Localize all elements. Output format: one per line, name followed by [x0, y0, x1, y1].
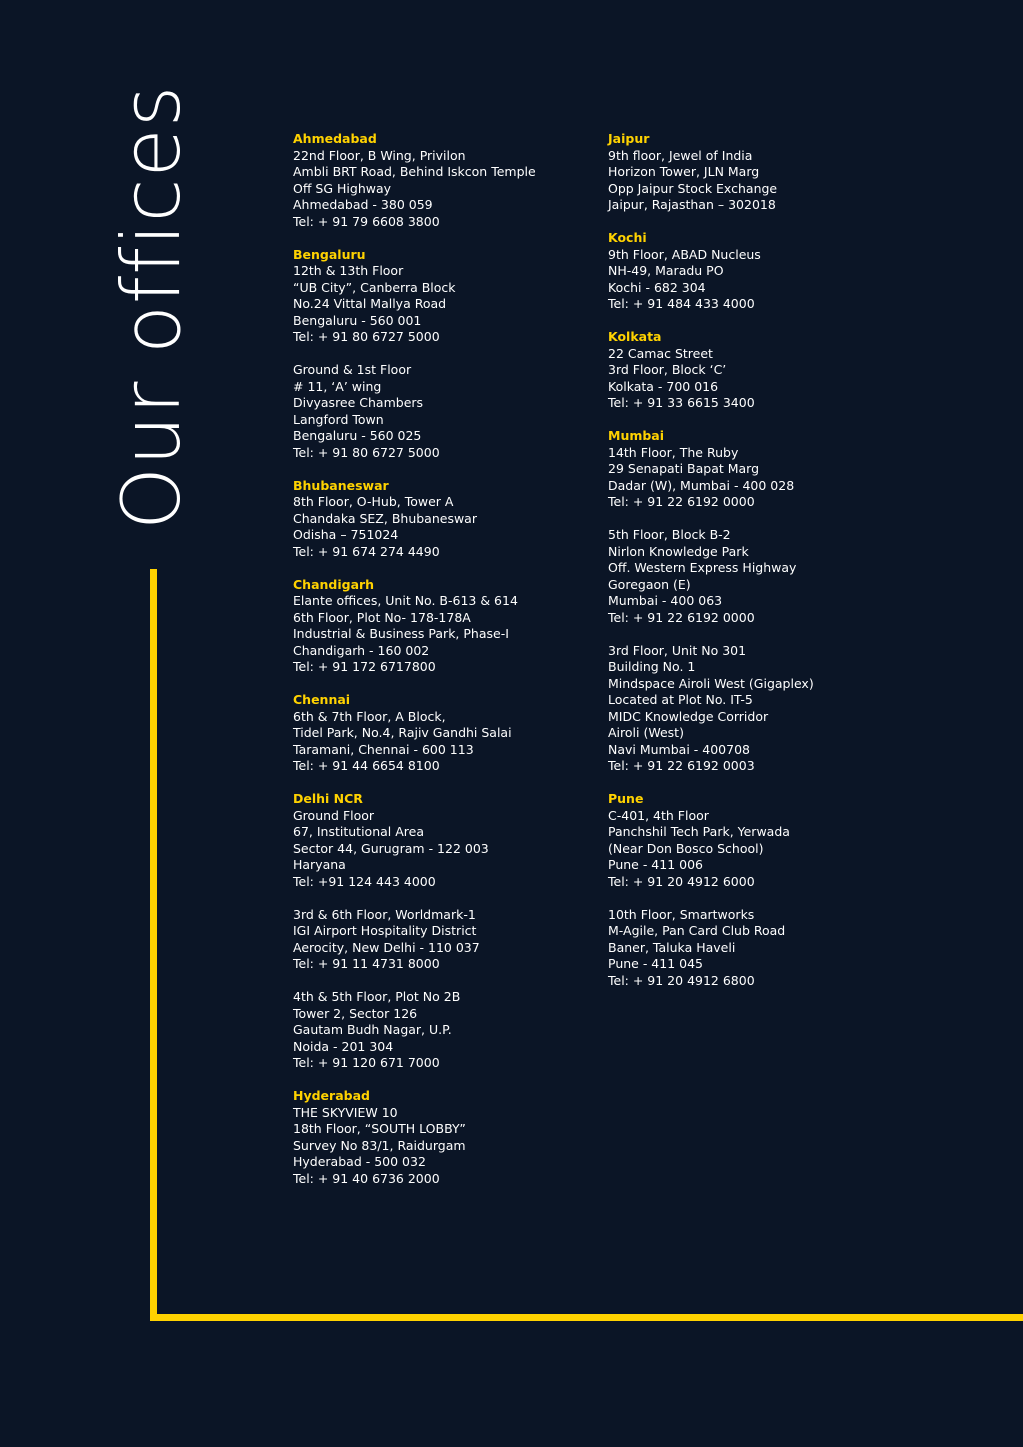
office-city	[293, 247, 603, 462]
address-line: 12th & 13th Floor	[293, 263, 404, 278]
address-line: (Near Don Bosco School)	[608, 840, 764, 856]
address-line: C-401, 4th Floor	[608, 807, 709, 823]
address-line: Navi Mumbai - 400708	[608, 741, 750, 757]
address-line: 8th Floor, O-Hub, Tower A	[293, 494, 454, 509]
city-name: Kochi	[608, 230, 647, 245]
office-address	[608, 643, 918, 775]
address-line: Hyderabad - 500 032	[293, 1154, 426, 1169]
address-line: 3rd Floor, Unit No 301	[608, 642, 747, 658]
address-line: Haryana	[293, 857, 346, 872]
address-line: Nirlon Knowledge Park	[608, 543, 749, 559]
address-line: Tel: + 91 120 671 7000	[293, 1055, 440, 1070]
address-line: Langford Town	[293, 411, 384, 427]
address-line: 10th Floor, Smartworks	[608, 906, 755, 922]
address-line: THE SKYVIEW 10	[293, 1104, 398, 1120]
address-line: Tel: + 91 20 4912 6800	[608, 972, 755, 988]
address-line: Tel: + 91 80 6727 5000	[293, 329, 440, 344]
page-title: Our offices	[105, 84, 198, 530]
office-city	[293, 1088, 603, 1187]
city-name: Delhi NCR	[293, 791, 363, 806]
address-line: Taramani, Chennai - 600 113	[293, 741, 474, 757]
city-name: Chennai	[293, 692, 351, 707]
address-line: Bengaluru - 560 025	[293, 428, 422, 443]
address-line: Off. Western Express Highway	[608, 560, 797, 575]
office-city	[608, 329, 918, 412]
office-address	[608, 445, 918, 511]
office-address	[293, 494, 603, 560]
address-line: Tel: + 91 33 6615 3400	[608, 395, 755, 410]
address-line: 3rd & 6th Floor, Worldmark-1	[293, 906, 476, 922]
city-name: Jaipur	[608, 131, 650, 146]
address-line: Odisha – 751024	[293, 527, 399, 542]
office-address	[608, 148, 918, 214]
address-line: Tel: + 91 674 274 4490	[293, 543, 440, 559]
city-name: Hyderabad	[293, 1088, 370, 1103]
address-line: 29 Senapati Bapat Marg	[608, 461, 760, 476]
address-line: Tel: + 91 20 4912 6000	[608, 873, 755, 889]
address-line: M-Agile, Pan Card Club Road	[608, 923, 786, 938]
address-line: Chandigarh - 160 002	[293, 642, 430, 658]
address-line: Building No. 1	[608, 659, 696, 674]
address-line: “UB City”, Canberra Block	[293, 279, 456, 295]
office-address	[293, 709, 603, 775]
accent-vertical-line	[150, 569, 157, 1321]
address-line: 3rd Floor, Block ‘C’	[608, 362, 727, 377]
address-line: Airoli (West)	[608, 725, 684, 740]
office-city	[293, 577, 603, 676]
address-line: Aerocity, New Delhi - 110 037	[293, 939, 480, 955]
address-line: Industrial & Business Park, Phase-I	[293, 626, 509, 641]
address-line: 22 Camac Street	[608, 345, 713, 361]
address-line: Chandaka SEZ, Bhubaneswar	[293, 510, 477, 526]
address-line: Ground Floor	[293, 807, 375, 823]
address-line: MIDC Knowledge Corridor	[608, 708, 769, 724]
address-line: Elante offices, Unit No. B-613 & 614	[293, 593, 518, 608]
address-line: Off SG Highway	[293, 180, 392, 196]
address-line: Survey No 83/1, Raidurgam	[293, 1137, 466, 1153]
address-line: Tel: + 91 22 6192 0003	[608, 758, 755, 773]
office-city	[293, 692, 603, 775]
office-address	[293, 263, 603, 346]
address-line: Mindspace Airoli West (Gigaplex)	[608, 675, 814, 691]
address-line: 18th Floor, “SOUTH LOBBY”	[293, 1121, 466, 1136]
office-city	[293, 131, 603, 230]
address-line: Tower 2, Sector 126	[293, 1005, 418, 1021]
accent-horizontal-line	[150, 1314, 1023, 1321]
address-line: Tel: + 91 172 6717800	[293, 659, 436, 674]
address-line: Bengaluru - 560 001	[293, 312, 422, 328]
address-line: No.24 Vittal Mallya Road	[293, 296, 447, 311]
address-line: 6th & 7th Floor, A Block,	[293, 708, 446, 724]
city-name: Kolkata	[608, 329, 662, 344]
city-name: Chandigarh	[293, 576, 375, 592]
address-line: NH-49, Maradu PO	[608, 263, 724, 278]
address-line: Tel: + 91 79 6608 3800	[293, 213, 440, 229]
offices-column-left	[293, 131, 603, 1187]
office-city	[608, 230, 918, 313]
address-line: Jaipur, Rajasthan – 302018	[608, 197, 776, 212]
address-line: Tel: + 91 11 4731 8000	[293, 956, 440, 971]
address-line: Tidel Park, No.4, Rajiv Gandhi Salai	[293, 725, 512, 740]
address-line: Kochi - 682 304	[608, 279, 706, 295]
address-line: Ambli BRT Road, Behind Iskcon Temple	[293, 164, 536, 179]
address-line: Panchshil Tech Park, Yerwada	[608, 824, 790, 839]
office-address	[293, 1105, 603, 1188]
address-line: 9th Floor, ABAD Nucleus	[608, 246, 761, 262]
office-address	[293, 907, 603, 973]
address-line: IGI Airport Hospitality District	[293, 923, 477, 938]
address-line: 9th floor, Jewel of India	[608, 147, 753, 163]
office-address	[608, 346, 918, 412]
office-address	[608, 907, 918, 990]
address-line: Dadar (W), Mumbai - 400 028	[608, 477, 795, 493]
address-line: Tel: + 91 484 433 4000	[608, 296, 755, 311]
office-address	[293, 148, 603, 231]
address-line: 22nd Floor, B Wing, Privilon	[293, 147, 466, 163]
address-line: Tel: +91 124 443 4000	[293, 873, 436, 889]
office-city	[293, 478, 603, 561]
address-line: Divyasree Chambers	[293, 395, 424, 410]
address-line: 5th Floor, Block B-2	[608, 527, 731, 542]
office-address	[293, 593, 603, 676]
city-name: Bhubaneswar	[293, 477, 389, 493]
address-line: Tel: + 91 22 6192 0000	[608, 494, 755, 509]
office-address	[293, 989, 603, 1072]
address-line: 14th Floor, The Ruby	[608, 444, 739, 460]
address-line: Tel: + 91 40 6736 2000	[293, 1170, 440, 1186]
office-city	[608, 428, 918, 775]
address-line: Kolkata - 700 016	[608, 378, 719, 394]
city-name: Mumbai	[608, 428, 665, 443]
office-address	[608, 247, 918, 313]
address-line: Mumbai - 400 063	[608, 593, 723, 608]
address-line: Goregaon (E)	[608, 576, 691, 592]
address-line: # 11, ‘A’ wing	[293, 378, 382, 394]
address-line: Opp Jaipur Stock Exchange	[608, 180, 778, 196]
city-name: Bengaluru	[293, 246, 366, 262]
address-line: Tel: + 91 80 6727 5000	[293, 444, 440, 460]
office-address	[608, 808, 918, 891]
address-line: Gautam Budh Nagar, U.P.	[293, 1022, 452, 1037]
address-line: Ground & 1st Floor	[293, 362, 412, 377]
office-address	[293, 808, 603, 891]
address-line: Pune - 411 006	[608, 857, 704, 872]
address-line: Noida - 201 304	[293, 1038, 394, 1054]
address-line: 67, Institutional Area	[293, 824, 424, 839]
address-line: Sector 44, Gurugram - 122 003	[293, 840, 489, 856]
address-line: Located at Plot No. IT-5	[608, 692, 753, 707]
office-city	[608, 131, 918, 214]
office-city	[293, 791, 603, 1072]
address-line: 4th & 5th Floor, Plot No 2B	[293, 989, 461, 1004]
address-line: Tel: + 91 44 6654 8100	[293, 758, 440, 773]
address-line: Baner, Taluka Haveli	[608, 939, 736, 955]
address-line: Ahmedabad - 380 059	[293, 197, 433, 212]
office-city	[608, 791, 918, 989]
city-name: Ahmedabad	[293, 131, 377, 146]
city-name: Pune	[608, 791, 644, 806]
address-line: Pune - 411 045	[608, 956, 704, 971]
office-address	[608, 527, 918, 626]
office-address	[293, 362, 603, 461]
address-line: Tel: + 91 22 6192 0000	[608, 609, 755, 625]
address-line: Horizon Tower, JLN Marg	[608, 164, 760, 179]
address-line: 6th Floor, Plot No- 178-178A	[293, 609, 471, 625]
offices-column-right	[608, 131, 918, 989]
